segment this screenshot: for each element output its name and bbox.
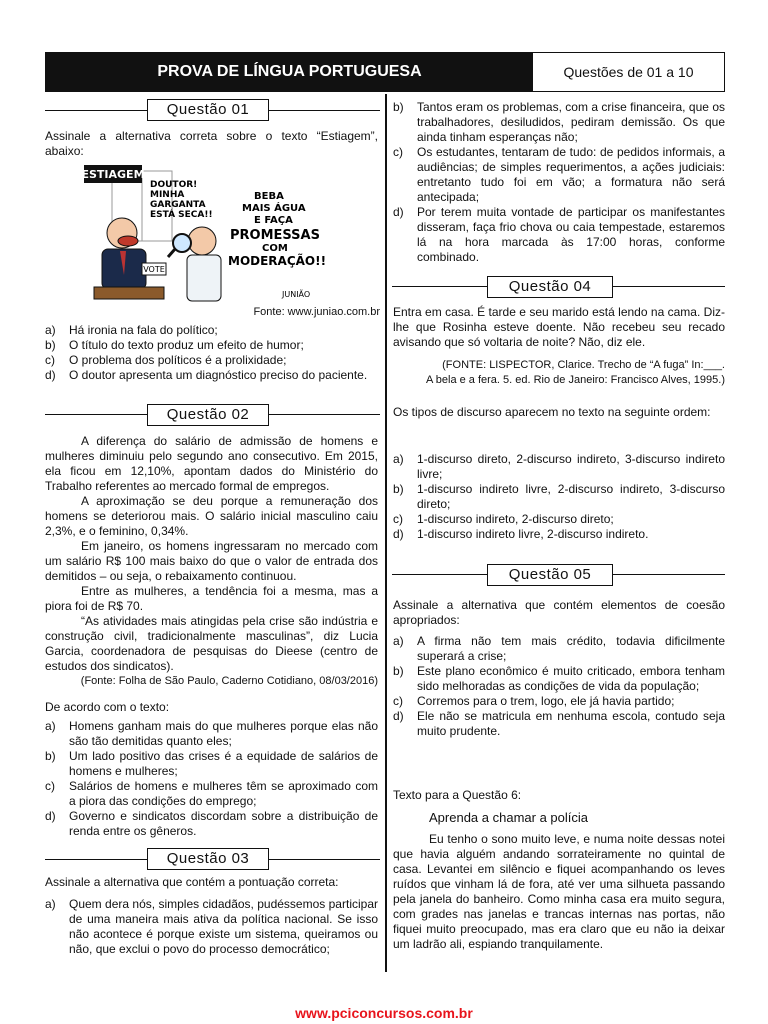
cartoon-estiagem bbox=[82, 163, 372, 305]
q2-paragraph: A diferença do salário de admissão de homens e mulheres diminuiu pelo segundo ano consecutivo. Em 2015, ela ficou em 12,10%, apontam dados do Ministério do Trabalho referentes ao mercado formal de empregos. bbox=[45, 434, 378, 493]
vote-badge: VOTE bbox=[143, 265, 165, 274]
q1-option-b[interactable] bbox=[45, 338, 378, 353]
option-letter: d) bbox=[393, 709, 404, 723]
q5-label: Questão 05 bbox=[487, 564, 613, 586]
cartoon-illustration bbox=[82, 163, 372, 305]
option-letter: d) bbox=[45, 809, 56, 823]
q4-text: Entra em casa. É tarde e seu marido está lendo na cama. Diz-lhe que Rosinha esteve doente. Não recebeu seu recado avisando que só voltaria de noite? Não, diz ele. bbox=[393, 305, 725, 349]
q3-option-a[interactable] bbox=[45, 897, 378, 957]
questions-range: Questões de 01 a 10 bbox=[563, 64, 694, 80]
cartoon-signature: JUNIÃO bbox=[282, 290, 311, 299]
q2-source: (Fonte: Folha de São Paulo, Caderno Cotidiano, 08/03/2016) bbox=[80, 675, 378, 687]
q5-options bbox=[393, 634, 725, 739]
option-text: Um lado positivo das crises é a equidade de salários de homens e mulheres; bbox=[69, 749, 378, 778]
option-letter: b) bbox=[45, 749, 56, 763]
option-letter: a) bbox=[45, 897, 56, 911]
q1-source: Fonte: www.juniao.com.br bbox=[253, 306, 380, 318]
option-letter: c) bbox=[393, 512, 403, 526]
q1-option-a[interactable] bbox=[45, 323, 378, 338]
option-letter: a) bbox=[393, 452, 404, 466]
q4-option-b[interactable] bbox=[393, 482, 725, 512]
q2-paragraph: A aproximação se deu porque a remuneração dos homens se deteriorou mais. O salário inicial masculino caiu 2,3%, e o feminino, 0,34%. bbox=[45, 494, 378, 538]
q3-label: Questão 03 bbox=[147, 848, 269, 870]
option-text: Os estudantes, tentaram de tudo: de pedidos informais, a audiências; de simples requerimentos, a ações judiciais: entretanto tudo foi em vão; a formatura não será antecipada; bbox=[417, 145, 725, 204]
q4-option-c[interactable] bbox=[393, 512, 725, 527]
column-divider bbox=[385, 94, 387, 972]
q3-options-continued bbox=[393, 100, 725, 265]
option-letter: b) bbox=[393, 664, 404, 678]
option-letter: a) bbox=[45, 323, 56, 337]
option-letter: d) bbox=[393, 205, 404, 219]
q4-prompt: Os tipos de discurso aparecem no texto na seguinte ordem: bbox=[393, 405, 711, 419]
cartoon-title: ESTIAGEM bbox=[82, 168, 145, 181]
q5-option-a[interactable] bbox=[393, 634, 725, 664]
q2-option-c[interactable] bbox=[45, 779, 378, 809]
option-letter: d) bbox=[393, 527, 404, 541]
q5-option-d[interactable] bbox=[393, 709, 725, 739]
q1-options bbox=[45, 323, 378, 383]
q5-option-c[interactable] bbox=[393, 694, 725, 709]
q2-paragraph: “As atividades mais atingidas pela crise são indústria e construção civil, tradicionalmente masculinas”, diz Lucia Garcia, coordenadora de pesquisas do Dieese (centro de estudos dos sindicatos). bbox=[45, 614, 378, 673]
q2-options bbox=[45, 719, 378, 839]
q2-paragraph: Em janeiro, os homens ingressaram no mercado com um salário R$ 100 mais baixo do que o valor de entrada dos demitidos – ou seja, o rebaixamento continuou. bbox=[45, 539, 378, 583]
q3-option-b[interactable] bbox=[393, 100, 725, 145]
option-text: O problema dos políticos é a prolixidade; bbox=[69, 353, 287, 367]
option-text: Ele não se matricula em nenhuma escola, contudo seja muito prudente. bbox=[417, 709, 725, 738]
q5-prompt: Assinale a alternativa que contém elementos de coesão apropriados: bbox=[393, 598, 725, 627]
option-letter: b) bbox=[45, 338, 56, 352]
q2-article bbox=[45, 434, 378, 689]
q6-text-body: Eu tenho o sono muito leve, e numa noite dessas notei que havia alguém andando sorrateiramente no quintal de casa. Levantei em silêncio e fiquei acompanhando os leves ruídos que vinham lá de fora, até ver uma silhueta passando pela janela do banheiro. Como minha casa era muito segura, com grades nas janelas e trancas internas nas portas, não fiquei muito preocupado, mas era claro que eu não ia deixar um ladrão ali, espiando tranquilamente. bbox=[393, 832, 725, 951]
option-text: 1-discurso indireto livre, 2-discurso indireto, 3-discurso direto; bbox=[417, 482, 725, 511]
q4-option-a[interactable] bbox=[393, 452, 725, 482]
option-text: Por terem muita vontade de participar os manifestantes disseram, faça frio chova ou caia tempestade, estaremos lá na hora marcada às 17:00 horas, conforme combinado. bbox=[417, 205, 725, 264]
option-text: 1-discurso indireto livre, 2-discurso indireto. bbox=[417, 527, 649, 541]
option-letter: c) bbox=[393, 694, 403, 708]
option-text: Corremos para o trem, logo, ele já havia partido; bbox=[417, 694, 675, 708]
page-header bbox=[45, 52, 725, 92]
q2-option-a[interactable] bbox=[45, 719, 378, 749]
q3-option-c[interactable] bbox=[393, 145, 725, 205]
q4-options bbox=[393, 452, 725, 542]
option-letter: b) bbox=[393, 482, 404, 496]
q6-intro: Texto para a Questão 6: bbox=[393, 788, 522, 802]
option-text: 1-discurso direto, 2-discurso indireto, 3-discurso indireto livre; bbox=[417, 452, 725, 481]
q3-prompt: Assinale a alternativa que contém a pontuação correta: bbox=[45, 875, 339, 889]
q4-option-d[interactable] bbox=[393, 527, 725, 542]
option-text: Há ironia na fala do político; bbox=[69, 323, 218, 337]
option-text: Este plano econômico é muito criticado, embora tenham sido melhoradas as condições de vida da população; bbox=[417, 664, 725, 693]
option-letter: c) bbox=[393, 145, 403, 159]
option-text: Governo e sindicatos discordam sobre a distribuição de renda entre os gêneros. bbox=[69, 809, 378, 838]
q4-source-line1: (FONTE: LISPECTOR, Clarice. Trecho de “A fuga” In:___. bbox=[442, 359, 725, 371]
option-letter: c) bbox=[45, 779, 55, 793]
exam-title: PROVA DE LÍNGUA PORTUGUESA bbox=[46, 53, 533, 91]
option-letter: a) bbox=[393, 634, 404, 648]
q2-prompt: De acordo com o texto: bbox=[45, 700, 170, 714]
option-letter: a) bbox=[45, 719, 56, 733]
option-letter: d) bbox=[45, 368, 56, 382]
q2-label: Questão 02 bbox=[147, 404, 269, 426]
speech-patient: DOUTOR! MINHA GARGANTA ESTÁ SECA!! bbox=[150, 180, 213, 220]
option-text: O doutor apresenta um diagnóstico preciso do paciente. bbox=[69, 368, 368, 382]
option-text: Tantos eram os problemas, com a crise financeira, que os trabalhadores, desiludidos, pediram demissão. Os que ainda tinham esperanças não; bbox=[417, 100, 725, 144]
q6-text-title: Aprenda a chamar a polícia bbox=[429, 810, 588, 825]
q1-prompt: Assinale a alternativa correta sobre o texto “Estiagem”, abaixo: bbox=[45, 129, 378, 158]
q2-paragraph: Entre as mulheres, a tendência foi a mesma, mas a piora foi de R$ 70. bbox=[45, 584, 378, 613]
option-text: 1-discurso indireto, 2-discurso direto; bbox=[417, 512, 614, 526]
option-letter: b) bbox=[393, 100, 404, 114]
q4-label: Questão 04 bbox=[487, 276, 613, 298]
option-text: Quem dera nós, simples cidadãos, pudéssemos participar de uma maneira mais ativa da política nacional. Se isso não acontece é porque existe um sistema, queiramos ou não, que exclui o povo do processo democrático; bbox=[69, 897, 378, 956]
q1-label: Questão 01 bbox=[147, 99, 269, 121]
q3-option-d[interactable] bbox=[393, 205, 725, 265]
option-letter: c) bbox=[45, 353, 55, 367]
option-text: A firma não tem mais crédito, todavia dificilmente superará a crise; bbox=[417, 634, 725, 663]
q2-option-d[interactable] bbox=[45, 809, 378, 839]
option-text: Homens ganham mais do que mulheres porque elas não são tão demitidas quanto eles; bbox=[69, 719, 378, 748]
q4-source-line2: A bela e a fera. 5. ed. Rio de Janeiro: Francisco Alves, 1995.) bbox=[425, 374, 725, 386]
speech-doctor: BEBA MAIS ÁGUA E FAÇA PROMESSAS COM MODERAÇÃO!! bbox=[228, 191, 327, 268]
q2-option-b[interactable] bbox=[45, 749, 378, 779]
footer-url[interactable]: www.pciconcursos.com.br bbox=[295, 1005, 473, 1021]
q5-option-b[interactable] bbox=[393, 664, 725, 694]
q1-option-c[interactable] bbox=[45, 353, 378, 368]
option-text: O título do texto produz um efeito de humor; bbox=[69, 338, 304, 352]
q1-option-d[interactable] bbox=[45, 368, 378, 383]
option-text: Salários de homens e mulheres têm se aproximado com a piora das condições do emprego; bbox=[69, 779, 378, 808]
